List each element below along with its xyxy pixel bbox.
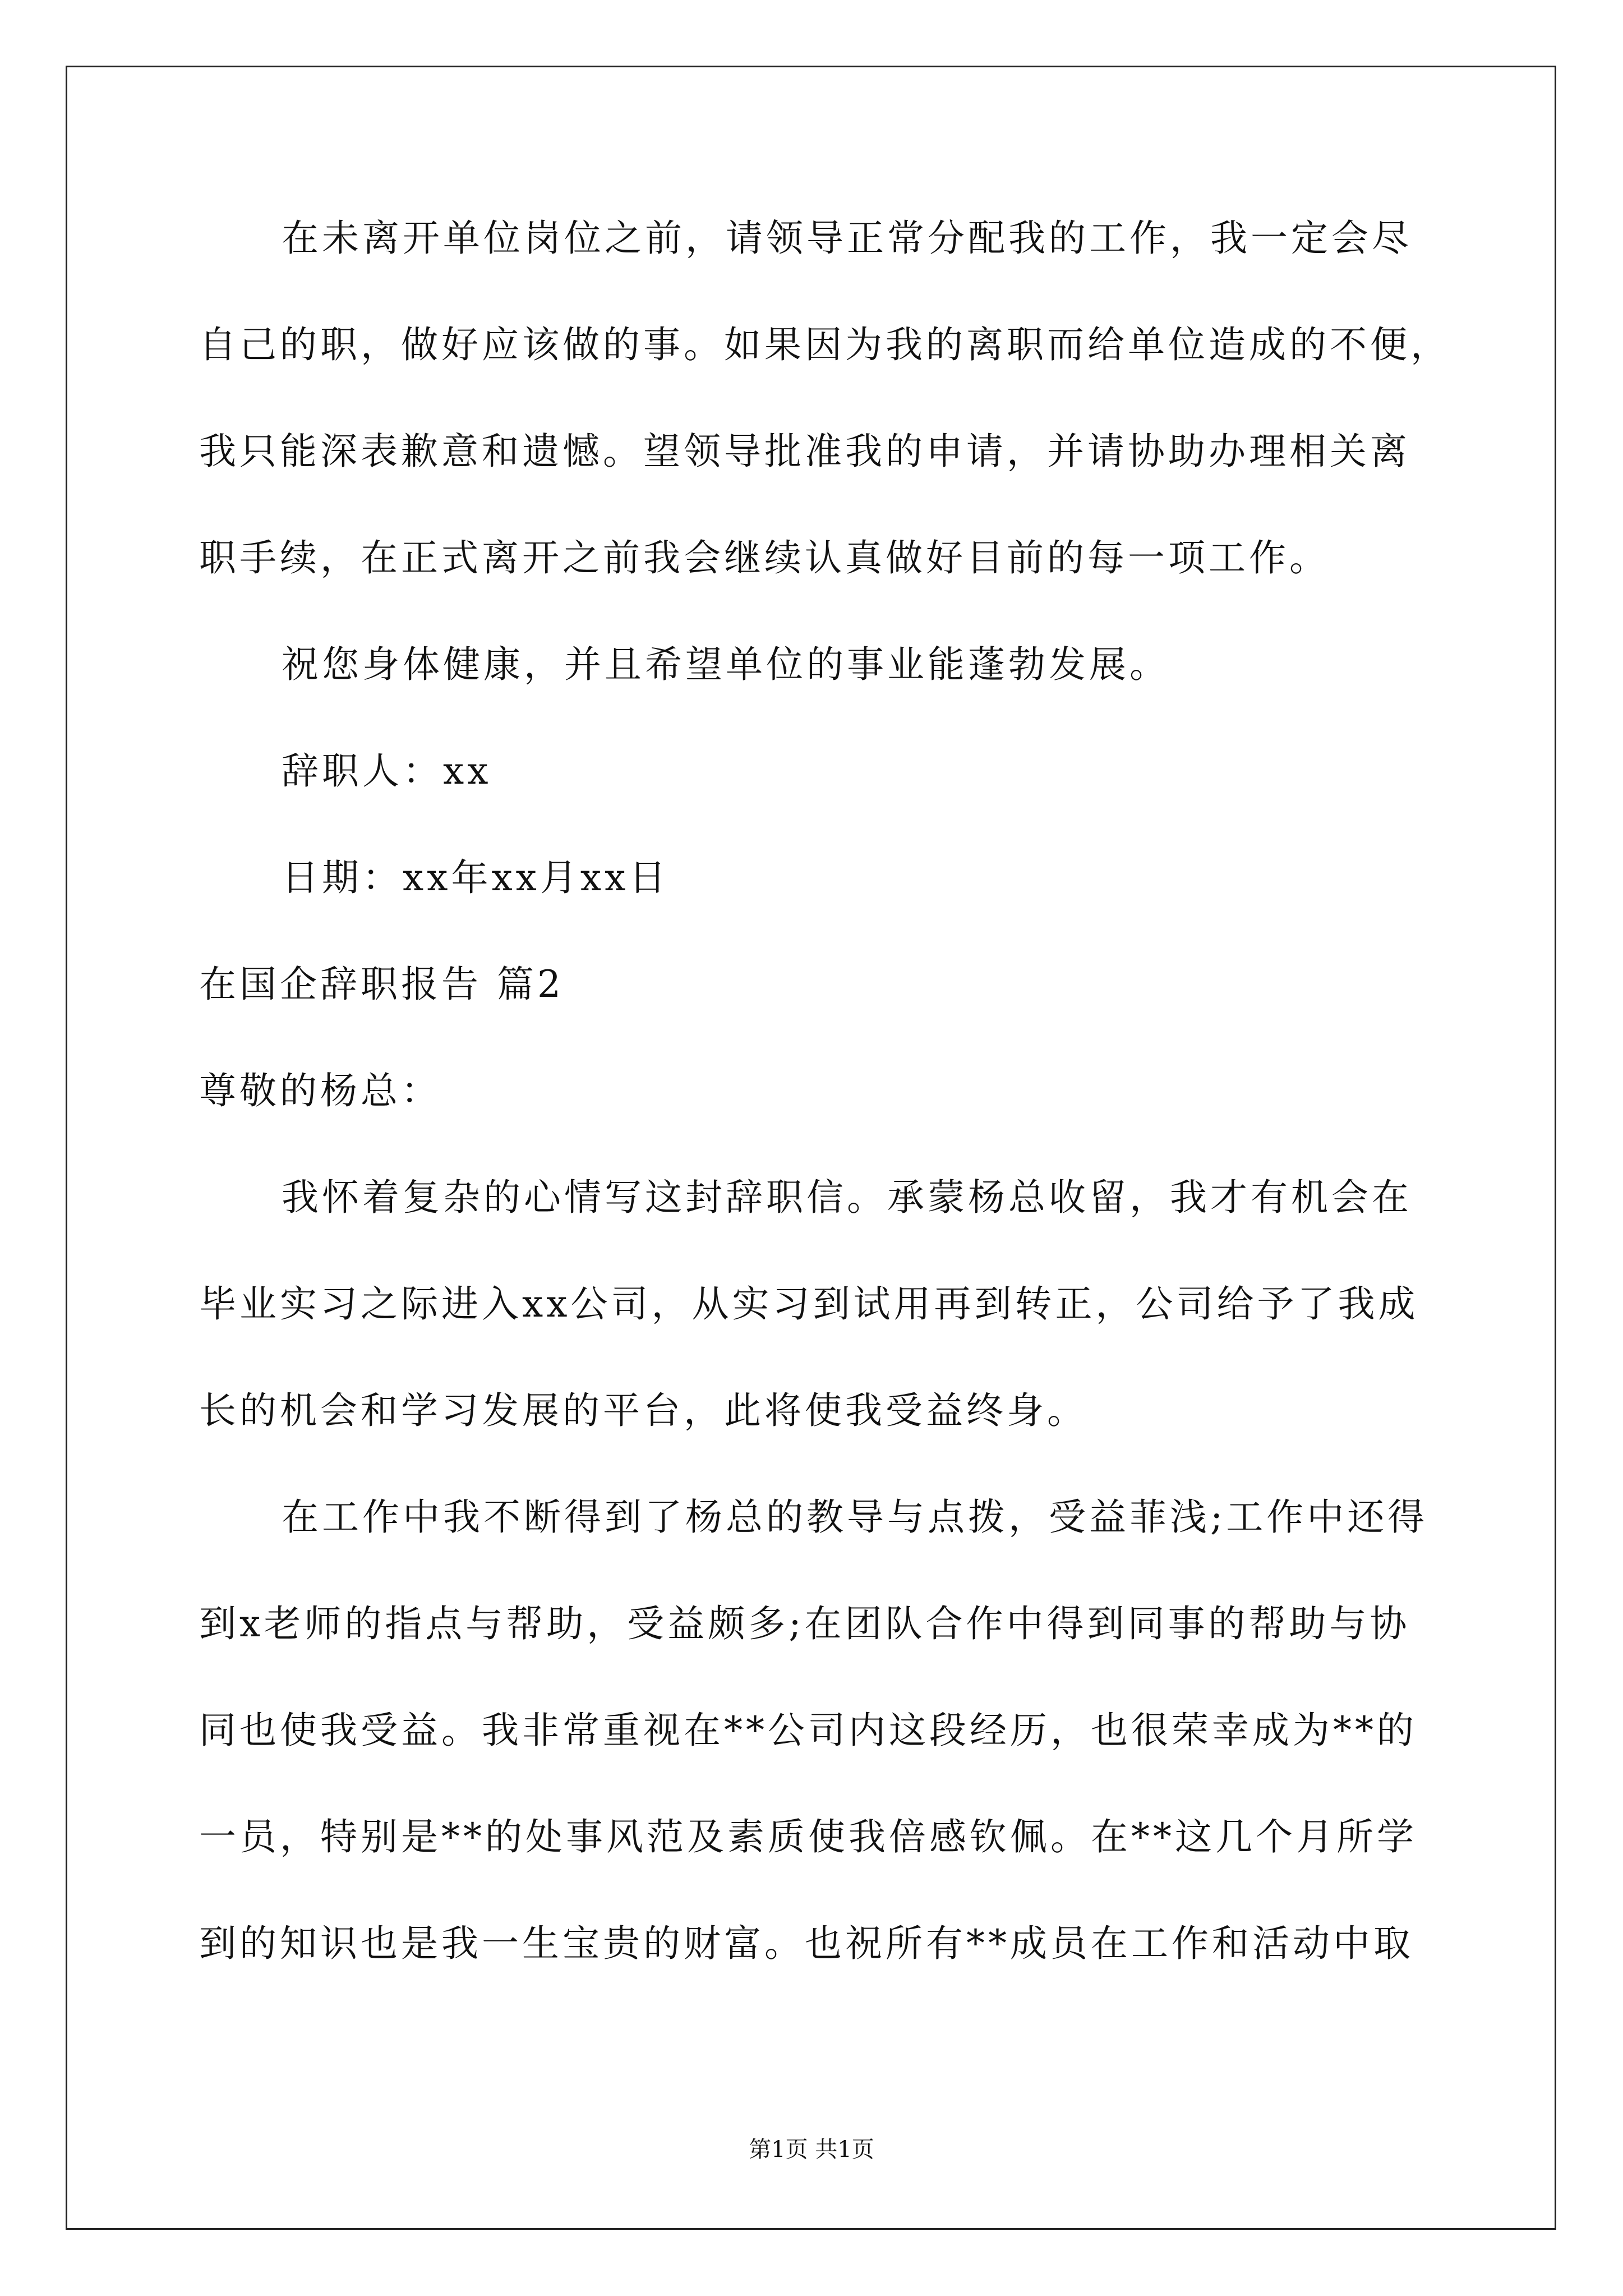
paragraph-3-line-1: 在工作中我不断得到了杨总的教导与点拨，受益菲浅;工作中还得: [282, 1496, 1428, 1539]
page-border: [66, 66, 1556, 2230]
paragraph-2-line-3: 长的机会和学习发展的平台，此将使我受益终身。: [199, 1389, 1087, 1432]
closing-wish: 祝您身体健康，并且希望单位的事业能蓬勃发展。: [282, 643, 1170, 686]
date-line: 日期：xx年xx月xx日: [282, 856, 670, 899]
signature-line: 辞职人：xx: [282, 749, 492, 793]
salutation: 尊敬的杨总：: [199, 1069, 441, 1112]
paragraph-1-line-4: 职手续，在正式离开之前我会继续认真做好目前的每一项工作。: [199, 536, 1330, 579]
paragraph-3-line-2: 到x老师的指点与帮助，受益颇多;在团队合作中得到同事的帮助与协: [199, 1602, 1410, 1645]
page-footer: 第1页 共1页: [749, 2137, 874, 2162]
paragraph-3-line-4: 一员，特别是**的处事风范及素质使我倍感钦佩。在**这几个月所学: [199, 1815, 1417, 1858]
paragraph-1-line-1: 在未离开单位岗位之前，请领导正常分配我的工作，我一定会尽: [282, 217, 1412, 260]
paragraph-2-line-2: 毕业实习之际进入xx公司，从实习到试用再到转正，公司给予了我成: [199, 1282, 1419, 1326]
paragraph-3-line-5: 到的知识也是我一生宝贵的财富。也祝所有**成员在工作和活动中取: [199, 1922, 1414, 1965]
paragraph-3-line-3: 同也使我受益。我非常重视在**公司内这段经历，也很荣幸成为**的: [199, 1709, 1417, 1752]
section-title: 在国企辞职报告 篇2: [199, 963, 564, 1006]
paragraph-1-line-3: 我只能深表歉意和遗憾。望领导批准我的申请，并请协助办理相关离: [199, 430, 1410, 473]
paragraph-1-line-2: 自己的职，做好应该做的事。如果因为我的离职而给单位造成的不便，: [199, 323, 1451, 366]
paragraph-2-line-1: 我怀着复杂的心情写这封辞职信。承蒙杨总收留，我才有机会在: [282, 1176, 1412, 1219]
